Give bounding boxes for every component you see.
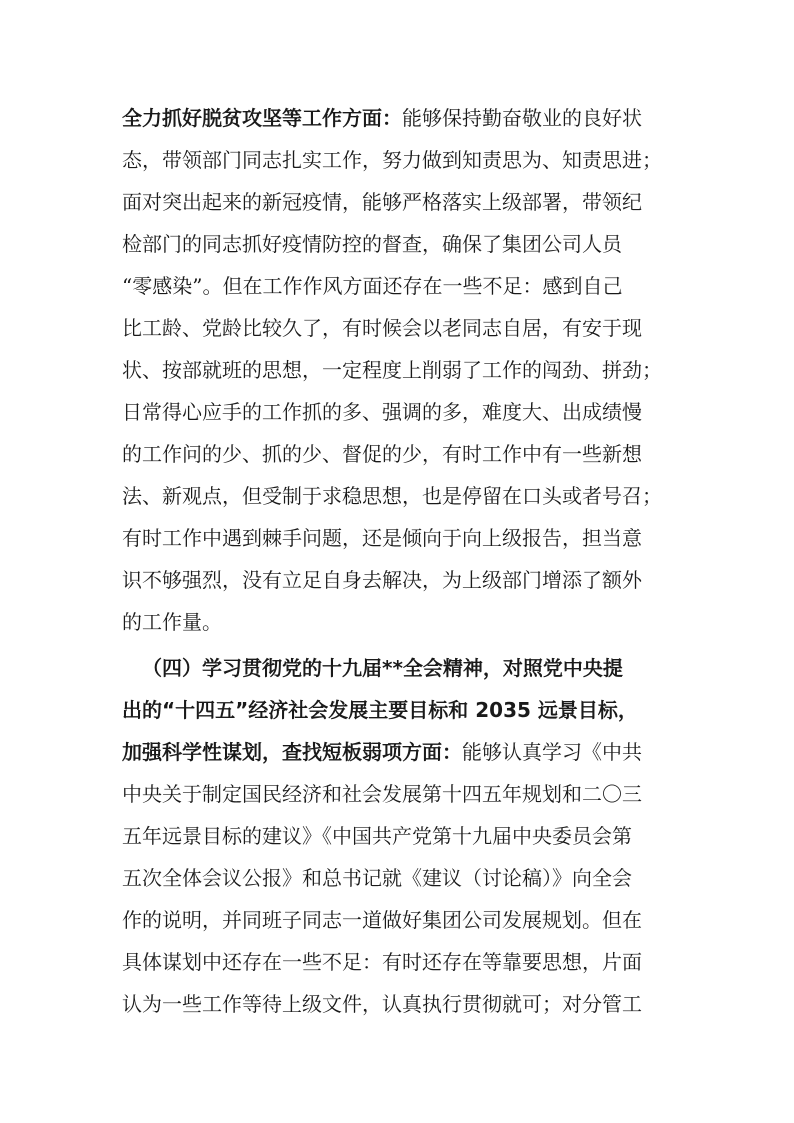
- paragraph-1-bold-lead: 全力抓好脱贫攻坚等工作方面：: [122, 106, 402, 130]
- paragraph-2-heading-line: 出的“十四五”经济社会发展主要目标和 2035 远景目标，: [122, 698, 638, 722]
- paragraph-2-bold-lead: 加强科学性谋划，查找短板弱项方面：: [122, 740, 462, 764]
- paragraph-1-line: 比工龄、党龄比较久了，有时候会以老同志自居，有安于现: [122, 316, 642, 340]
- paragraph-2-heading-line: （四）学习贯彻党的十九届**全会精神，对照党中央提: [142, 656, 623, 680]
- paragraph-2-line: 作的说明，并同班子同志一道做好集团公司发展规划。但在: [122, 908, 642, 932]
- paragraph-1-line: 有时工作中遇到棘手问题，还是倾向于向上级报告，担当意: [122, 526, 642, 550]
- paragraph-2-line: 认为一些工作等待上级文件，认真执行贯彻就可；对分管工: [122, 992, 642, 1016]
- paragraph-1-line: 状、按部就班的思想，一定程度上削弱了工作的闯劲、拼劲；: [122, 358, 662, 382]
- paragraph-1-line: 日常得心应手的工作抓的多、强调的多，难度大、出成绩慢: [122, 400, 642, 424]
- paragraph-1-line: “零感染”。但在工作作风方面还存在一些不足：感到自己: [122, 274, 623, 298]
- paragraph-2-line: 具体谋划中还存在一些不足：有时还存在等靠要思想，片面: [122, 950, 642, 974]
- paragraph-1-line: 面对突出起来的新冠疫情，能够严格落实上级部署，带领纪: [122, 190, 642, 214]
- paragraph-1-line: 法、新观点，但受制于求稳思想，也是停留在口头或者号召；: [122, 484, 662, 508]
- paragraph-2-line: 五年远景目标的建议》《中国共产党第十九届中央委员会第: [122, 824, 632, 848]
- paragraph-1-line: 检部门的同志抓好疫情防控的督查，确保了集团公司人员: [122, 232, 622, 256]
- paragraph-1-line-1-rest: 能够保持勤奋敬业的良好状: [402, 106, 642, 130]
- paragraph-2-line-3-rest: 能够认真学习《中共: [462, 740, 642, 764]
- paragraph-1-line: 的工作问的少、抓的少、督促的少，有时工作中有一些新想: [122, 442, 642, 466]
- paragraph-2-line: 五次全体会议公报》和总书记就《建议（讨论稿）》向全会: [122, 866, 632, 890]
- paragraph-1-line: 态，带领部门同志扎实工作，努力做到知责思为、知责思进；: [122, 148, 662, 172]
- paragraph-1-line: 识不够强烈，没有立足自身去解决，为上级部门增添了额外: [122, 568, 642, 592]
- paragraph-2-line: 中央关于制定国民经济和社会发展第十四五年规划和二〇三: [122, 782, 642, 806]
- paragraph-2-line-3: [122, 738, 642, 766]
- paragraph-1-line: 的工作量。: [122, 610, 222, 634]
- paragraph-1-line-1: [122, 104, 642, 132]
